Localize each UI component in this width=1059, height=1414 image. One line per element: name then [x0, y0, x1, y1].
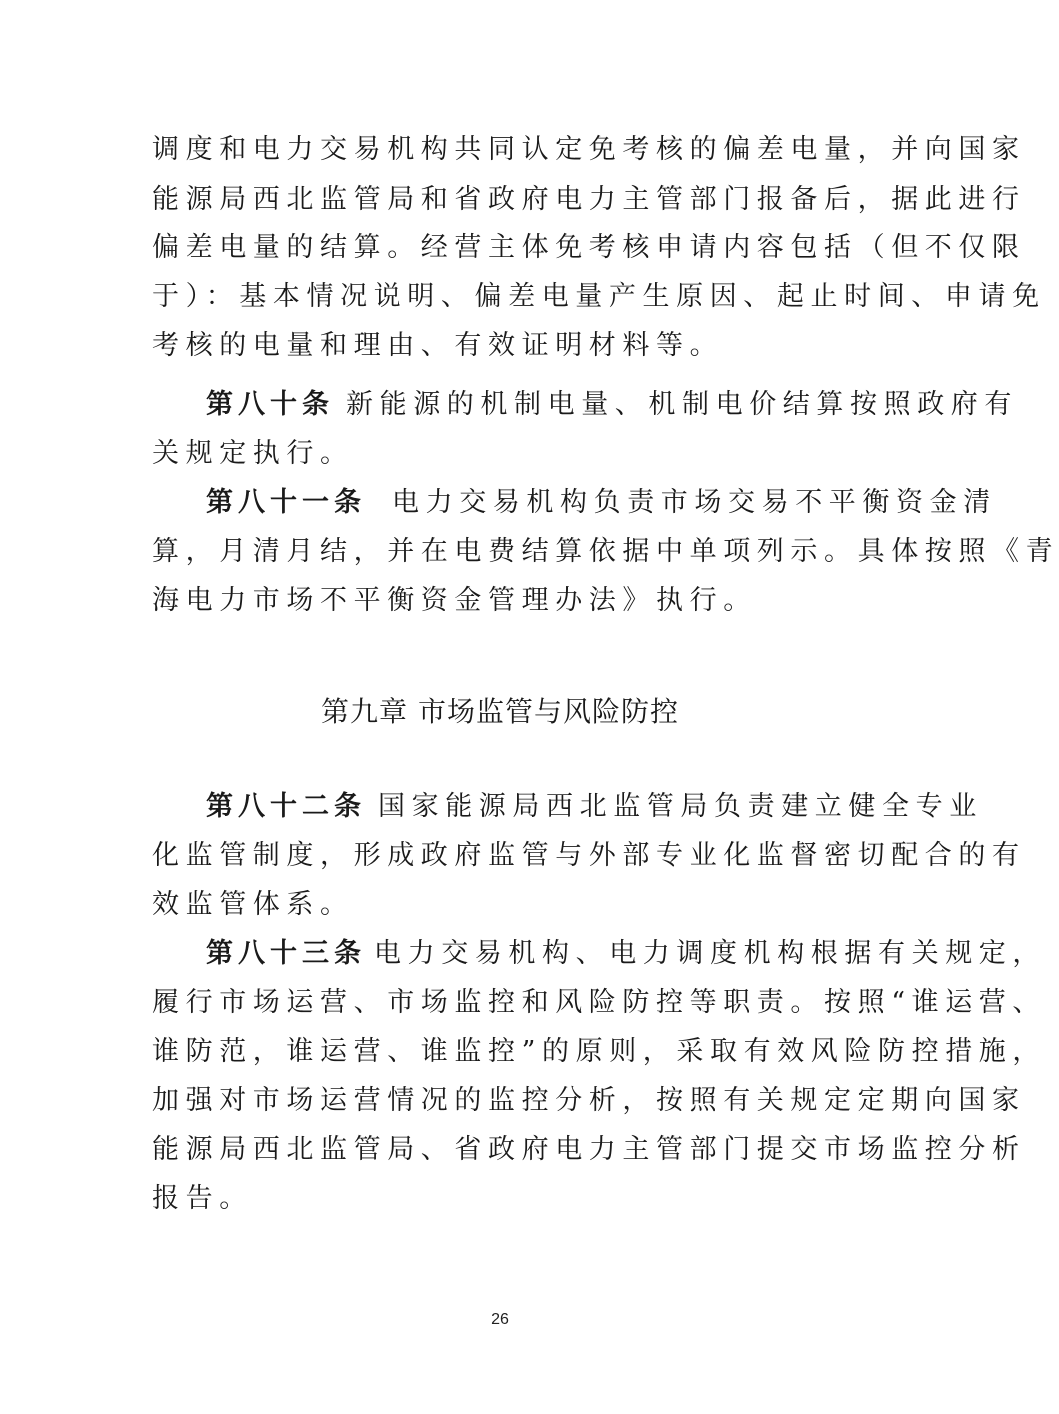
text-line: 报告。 — [152, 1183, 253, 1214]
article-text: 电力交易机构负责市场交易不平衡资金清 — [392, 487, 997, 518]
text-line: 调度和电力交易机构共同认定免考核的偏差电量，并向国家 — [152, 134, 1026, 165]
text-line: 海电力市场不平衡资金管理办法》执行。 — [152, 585, 757, 616]
text-line: 能源局西北监管局和省政府电力主管部门报备后，据此进行 — [152, 184, 1026, 215]
article-label: 第八十一条 — [206, 487, 366, 518]
page-number: 26 — [491, 1311, 509, 1328]
article-label: 第八十条 — [206, 389, 334, 420]
chapter-title: 第九章 市场监管与风险防控 — [321, 695, 679, 728]
text-line: 履行市场运营、市场监控和风险防控等职责。按照“谁运营、 — [152, 987, 1047, 1018]
text-line: 谁防范，谁运营、谁监控”的原则，采取有效风险防控措施， — [152, 1036, 1047, 1067]
article-first-line — [206, 934, 1046, 974]
text-line: 能源局西北监管局、省政府电力主管部门提交市场监控分析 — [152, 1134, 1026, 1165]
text-line: 关规定执行。 — [152, 438, 354, 469]
text-line: 加强对市场运营情况的监控分析，按照有关规定定期向国家 — [152, 1085, 1026, 1116]
article-label: 第八十二条 — [206, 791, 366, 822]
text-line: 效监管体系。 — [152, 889, 354, 920]
article-first-line — [206, 787, 983, 827]
article-first-line — [206, 483, 997, 523]
article-first-line — [206, 385, 1018, 425]
text-line: 考核的电量和理由、有效证明材料等。 — [152, 330, 724, 361]
article-text: 新能源的机制电量、机制电价结算按照政府有 — [346, 389, 1018, 420]
article-text: 国家能源局西北监管局负责建立健全专业 — [378, 791, 983, 822]
text-line: 化监管制度，形成政府监管与外部专业化监督密切配合的有 — [152, 840, 1026, 871]
text-line: 于）：基本情况说明、偏差电量产生原因、起止时间、申请免 — [152, 281, 1046, 312]
text-line: 算，月清月结，并在电费结算依据中单项列示。具体按照《青 — [152, 536, 1059, 567]
article-text: 电力交易机构、电力调度机构根据有关规定， — [374, 938, 1046, 969]
article-label: 第八十三条 — [206, 938, 366, 969]
text-line: 偏差电量的结算。经营主体免考核申请内容包括（但不仅限 — [152, 232, 1026, 263]
